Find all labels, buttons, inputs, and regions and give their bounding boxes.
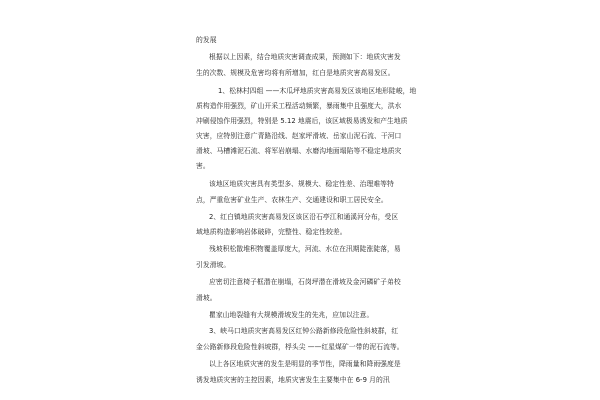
text-line: 点，严重危害矿业生产、农林生产、交通建设和职工居民安全。 <box>196 196 388 204</box>
text-line: 3、峡马口地质灾害高易发区红钟公路新修段危险性斜坡群，红 <box>209 327 399 335</box>
text-line: 冲刷侵蚀作用强烈，特别是 5.12 地震后，该区域极易诱发和产生地质 <box>196 117 408 125</box>
text-line: 生的次数、规模及危害均将有所增加，红白是地质灾害高易发区。 <box>196 69 395 77</box>
text-line: 残坡积松散堆积物覆盖厚度大，河流、水位在汛期陡涨陡落，易 <box>209 245 401 253</box>
text-line: 质构造作用强烈，矿山开采工程活动频繁，暴雨集中且强度大，洪水 <box>196 102 402 110</box>
text-line: 瞿家山地裂缝有大规模滑坡发生的先兆，应加以注意。 <box>209 311 374 319</box>
text-line: 根据以上因素，结合地质灾害调查成果，预测如下：地质灾害发 <box>209 53 401 61</box>
text-line: 应密切注意椅子框潜在崩塌，石岗坪潜在滑坡及金河磷矿子弟校 <box>209 278 401 286</box>
text-line: 滑坡。 <box>196 294 217 302</box>
text-line: 域地质构造影响岩体破碎，完整性、稳定性较差。 <box>196 228 347 236</box>
text-line: 滑坡、马槽滩泥石流、将军岩崩塌、水磨沟地面塌陷等不稳定地质灾 <box>196 147 402 155</box>
text-line: 诱发地质灾害的主控因素，地质灾害发生主要集中在 6-9 月的汛 <box>196 376 390 384</box>
text-line: 以上各区地质灾害的发生是明显的季节性，降雨量和降雨强度是 <box>209 360 401 368</box>
text-line: 金公路新修段危险性斜坡群，桴头尖 ——红星煤矿一带的泥石流等。 <box>196 343 404 351</box>
text-line: 该地区地质灾害具有类型多、规模大、稳定性差、治理难等特 <box>209 180 394 188</box>
text-line: 灾害，应特别注意广青路沿线、赵家坪滑坡、岳家山泥石流、干河口 <box>196 132 402 140</box>
text-line: 害。 <box>196 162 210 170</box>
text-line: 1、松林村四组 ——木瓜坪地质灾害高易发区该地区地形陡峻，地 <box>218 87 417 95</box>
text-line: 引发滑坡。 <box>196 261 231 269</box>
text-line: 2、红白镇地质灾害高易发区该区沿石亭江和通溪河分布，受区 <box>209 213 399 221</box>
text-line: 的发展 <box>196 36 217 44</box>
